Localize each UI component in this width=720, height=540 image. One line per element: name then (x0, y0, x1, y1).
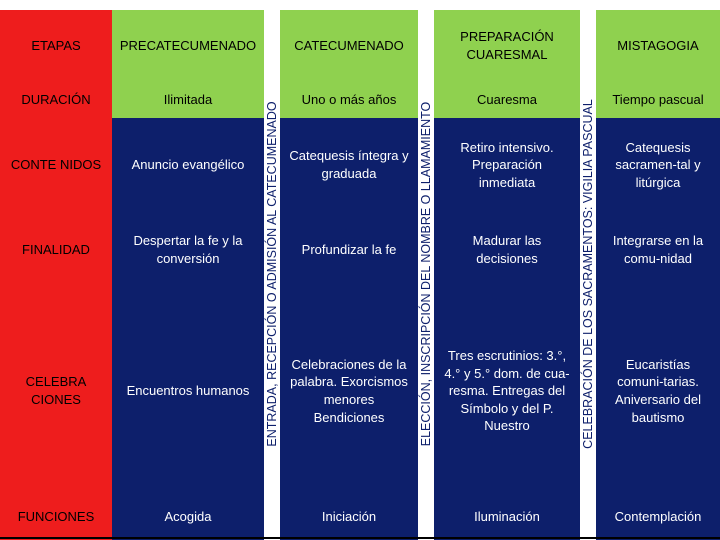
row-label-funciones: FUNCIONES (0, 494, 112, 540)
funciones-precatecumenado: Acogida (112, 494, 264, 540)
row-label-celebraciones: CELEBRA CIONES (0, 288, 112, 494)
celebraciones-preparacion: Tres escrutinios: 3.°, 4.° y 5.° dom. de cua-resma. Entregas del Símbolo y del P. Nuestro (434, 288, 580, 494)
separator-entrada-label: ENTRADA, RECEPCIÓN O ADMISIÓN AL CATECUMENADO (265, 101, 279, 447)
separator-sacramentos (580, 10, 596, 538)
row-label-finalidad: FINALIDAD (0, 212, 112, 288)
duracion-catecumenado: Uno o más años (280, 82, 418, 118)
celebraciones-mistagogia: Eucaristías comuni-tarias. Aniversario del bautismo (596, 288, 720, 494)
celebraciones-catecumenado: Celebraciones de la palabra. Exorcismos menores Bendiciones (280, 288, 418, 494)
row-label-contenidos: CONTE NIDOS (0, 118, 112, 212)
header-preparacion-cuaresmal: PREPARACIÓN CUARESMAL (434, 10, 580, 82)
separator-eleccion-label: ELECCIÓN, INSCRIPCIÓN DEL NOMBRE O LLAMAMIENTO (419, 101, 433, 447)
contenidos-mistagogia: Catequesis sacramen-tal y litúrgica (596, 118, 720, 212)
contenidos-catecumenado: Catequesis íntegra y graduada (280, 118, 418, 212)
duracion-mistagogia: Tiempo pascual (596, 82, 720, 118)
funciones-catecumenado: Iniciación (280, 494, 418, 540)
header-mistagogia: MISTAGOGIA (596, 10, 720, 82)
separator-sacramentos-label: CELEBRACIÓN DE LOS SACRAMENTOS: VIGILIA PASCUAL (581, 99, 595, 449)
funciones-preparacion: Iluminación (434, 494, 580, 540)
celebraciones-precatecumenado: Encuentros humanos (112, 288, 264, 494)
finalidad-precatecumenado: Despertar la fe y la conversión (112, 212, 264, 288)
finalidad-mistagogia: Integrarse en la comu-nidad (596, 212, 720, 288)
duracion-precatecumenado: Ilimitada (112, 82, 264, 118)
header-precatecumenado: PRECATECUMENADO (112, 10, 264, 82)
funciones-mistagogia: Contemplación (596, 494, 720, 540)
header-catecumenado: CATECUMENADO (280, 10, 418, 82)
bottom-rule (0, 537, 720, 539)
header-etapas: ETAPAS (0, 10, 112, 82)
separator-eleccion (418, 10, 434, 538)
finalidad-preparacion: Madurar las decisiones (434, 212, 580, 288)
duracion-preparacion: Cuaresma (434, 82, 580, 118)
separator-entrada (264, 10, 280, 538)
finalidad-catecumenado: Profundizar la fe (280, 212, 418, 288)
contenidos-precatecumenado: Anuncio evangélico (112, 118, 264, 212)
row-label-duracion: DURACIÓN (0, 82, 112, 118)
contenidos-preparacion: Retiro intensivo. Preparación inmediata (434, 118, 580, 212)
